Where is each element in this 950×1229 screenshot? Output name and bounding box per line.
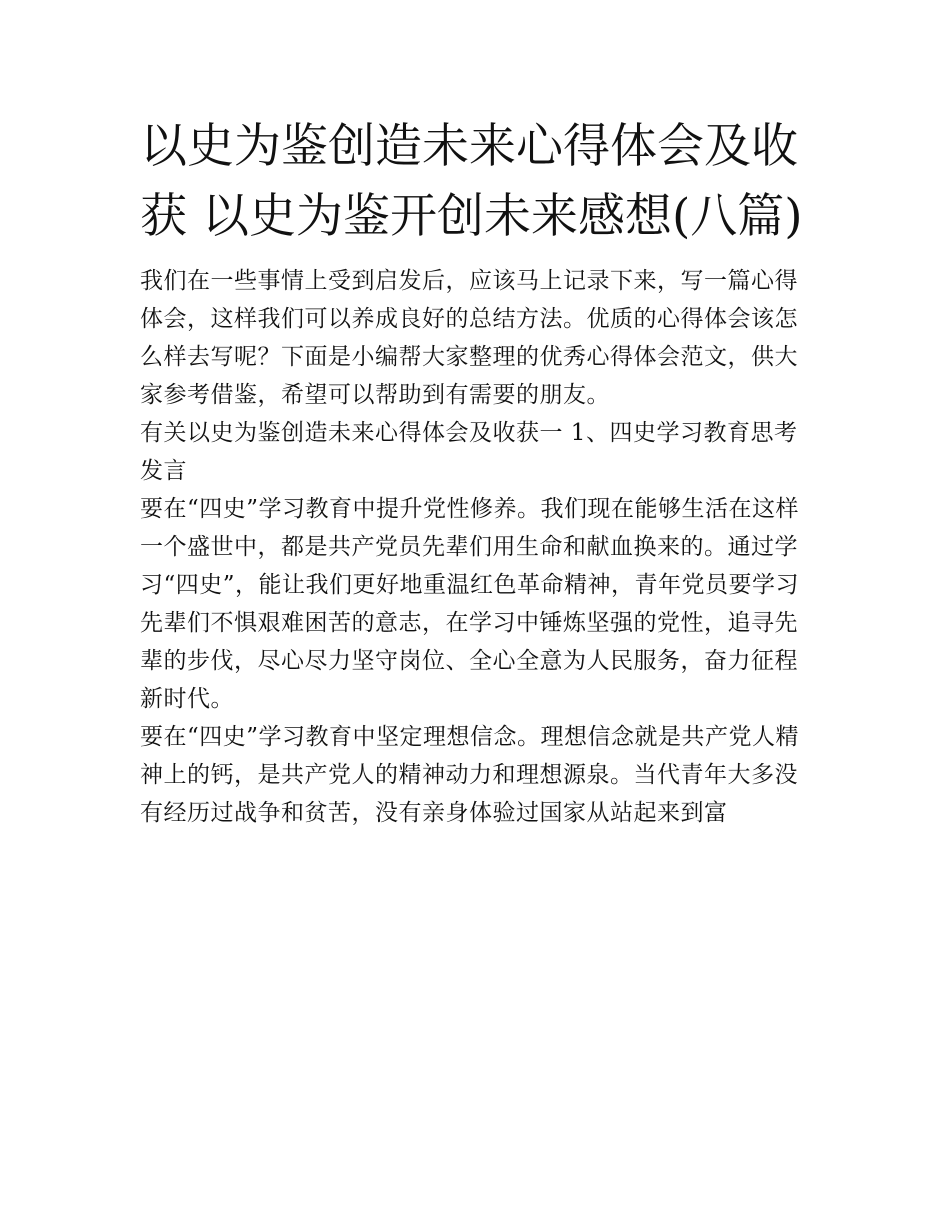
intro-paragraph: 我们在一些事情上受到启发后，应该马上记录下来，写一篇心得体会，这样我们可以养成良好的总结方法。优质的心得体会该怎么样去写呢？下面是小编帮大家整理的优秀心得体会范文，供大家参考借鉴，希望可以帮助到有需要的朋友。	[140, 268, 798, 408]
document-title: 以史为鉴创造未来心得体会及收获 以史为鉴开创未来感想(八篇)	[140, 119, 803, 244]
section-heading-paragraph: 有关以史为鉴创造未来心得体会及收获一 1、四史学习教育思考发言	[140, 420, 798, 484]
document-body	[140, 112, 812, 832]
body-paragraph-party-spirit: 要在“四史”学习教育中提升党性修养。我们现在能够生活在这样一个盛世中，都是共产党员先辈们用生命和献血换来的。通过学习“四史”，能让我们更好地重温红色革命精神，青年党员要学习先辈们不惧艰难困苦的意志，在学习中锤炼坚强的党性，追寻先辈的步伐，尽心尽力坚守岗位、全心全意为人民服务，奋力征程新时代。	[140, 496, 800, 712]
body-paragraph-ideals: 要在“四史”学习教育中坚定理想信念。理想信念就是共产党人精神上的钙，是共产党人的精神动力和理想源泉。当代青年大多没有经历过战争和贫苦，没有亲身体验过国家从站起来到富	[140, 724, 800, 826]
